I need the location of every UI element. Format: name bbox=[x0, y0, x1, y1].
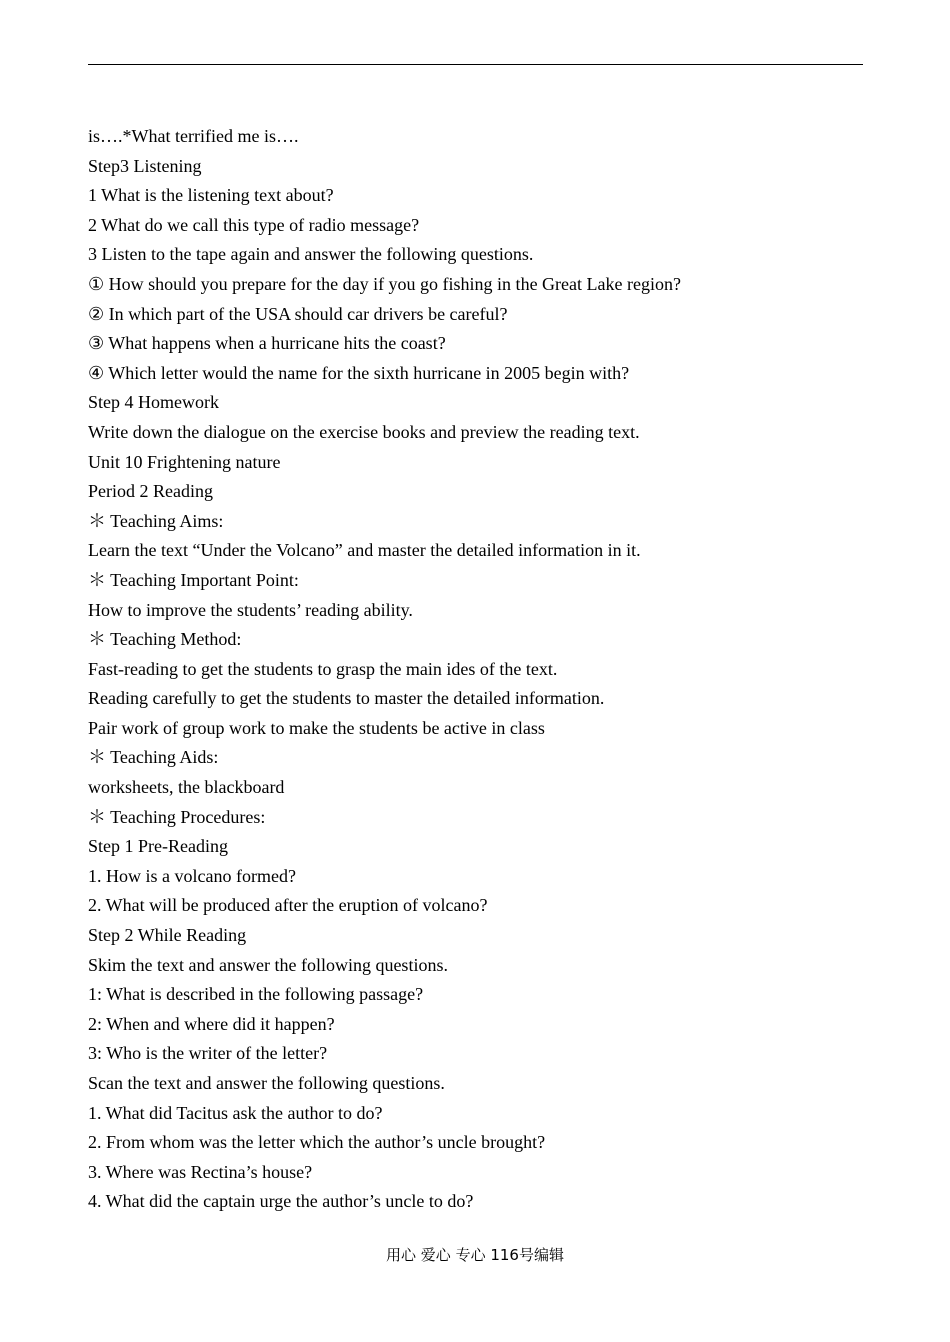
header-rule bbox=[88, 64, 863, 65]
instruction-line: 3 Listen to the tape again and answer the following questions. bbox=[88, 244, 534, 265]
question-line: 2. What will be produced after the eruption of volcano? bbox=[88, 895, 488, 916]
section-heading: Step3 Listening bbox=[88, 155, 202, 176]
question-line: 3: Who is the writer of the letter? bbox=[88, 1043, 328, 1064]
text-line: Pair work of group work to make the students be active in class bbox=[88, 717, 545, 738]
instruction-line: Scan the text and answer the following questions. bbox=[88, 1073, 445, 1093]
section-heading: ＊ Teaching Procedures: bbox=[88, 806, 266, 827]
question-line: 2. From whom was the letter which the author’s uncle brought? bbox=[88, 1132, 546, 1153]
question-line: ③ What happens when a hurricane hits the coast? bbox=[88, 333, 446, 354]
text-line: How to improve the students’ reading ability. bbox=[88, 599, 413, 620]
instruction-line: Skim the text and answer the following questions. bbox=[88, 954, 448, 975]
section-heading: Step 2 While Reading bbox=[88, 925, 247, 946]
text-line: Fast-reading to get the students to grasp the main ides of the text. bbox=[88, 658, 558, 679]
question-line: 2: When and where did it happen? bbox=[88, 1013, 335, 1034]
question-line: 1. How is a volcano formed? bbox=[88, 865, 296, 886]
section-heading: Step 1 Pre-Reading bbox=[88, 836, 228, 857]
question-line: 1: What is described in the following passage? bbox=[88, 984, 424, 1005]
text-line: is….*What terrified me is…. bbox=[88, 126, 299, 146]
text-line: Learn the text “Under the Volcano” and master the detailed information in it. bbox=[88, 540, 641, 561]
section-heading: ＊ Teaching Aids: bbox=[88, 747, 219, 768]
section-heading: Step 4 Homework bbox=[88, 392, 219, 413]
section-heading: ＊ Teaching Method: bbox=[88, 629, 242, 650]
document-body bbox=[88, 122, 863, 1217]
question-line: ② In which part of the USA should car drivers be careful? bbox=[88, 303, 508, 324]
unit-title: Unit 10 Frightening nature bbox=[88, 451, 281, 472]
question-line: ① How should you prepare for the day if you go fishing in the Great Lake region? bbox=[88, 273, 681, 294]
section-heading: ＊ Teaching Important Point: bbox=[88, 569, 299, 590]
text-line: Reading carefully to get the students to master the detailed information. bbox=[88, 688, 605, 709]
question-line: 1. What did Tacitus ask the author to do? bbox=[88, 1102, 383, 1123]
question-line: ④ Which letter would the name for the sixth hurricane in 2005 begin with? bbox=[88, 362, 630, 383]
text-line: Write down the dialogue on the exercise books and preview the reading text. bbox=[88, 421, 640, 442]
question-line: 3. Where was Rectina’s house? bbox=[88, 1161, 313, 1182]
page-footer: 用心 爱心 专心 116号编辑 bbox=[386, 1246, 564, 1264]
question-line: 2 What do we call this type of radio message? bbox=[88, 214, 420, 235]
text-line: worksheets, the blackboard bbox=[88, 777, 285, 798]
question-line: 4. What did the captain urge the author’s uncle to do? bbox=[88, 1191, 474, 1212]
period-title: Period 2 Reading bbox=[88, 481, 213, 502]
section-heading: ＊ Teaching Aims: bbox=[88, 510, 224, 531]
question-line: 1 What is the listening text about? bbox=[88, 185, 334, 206]
